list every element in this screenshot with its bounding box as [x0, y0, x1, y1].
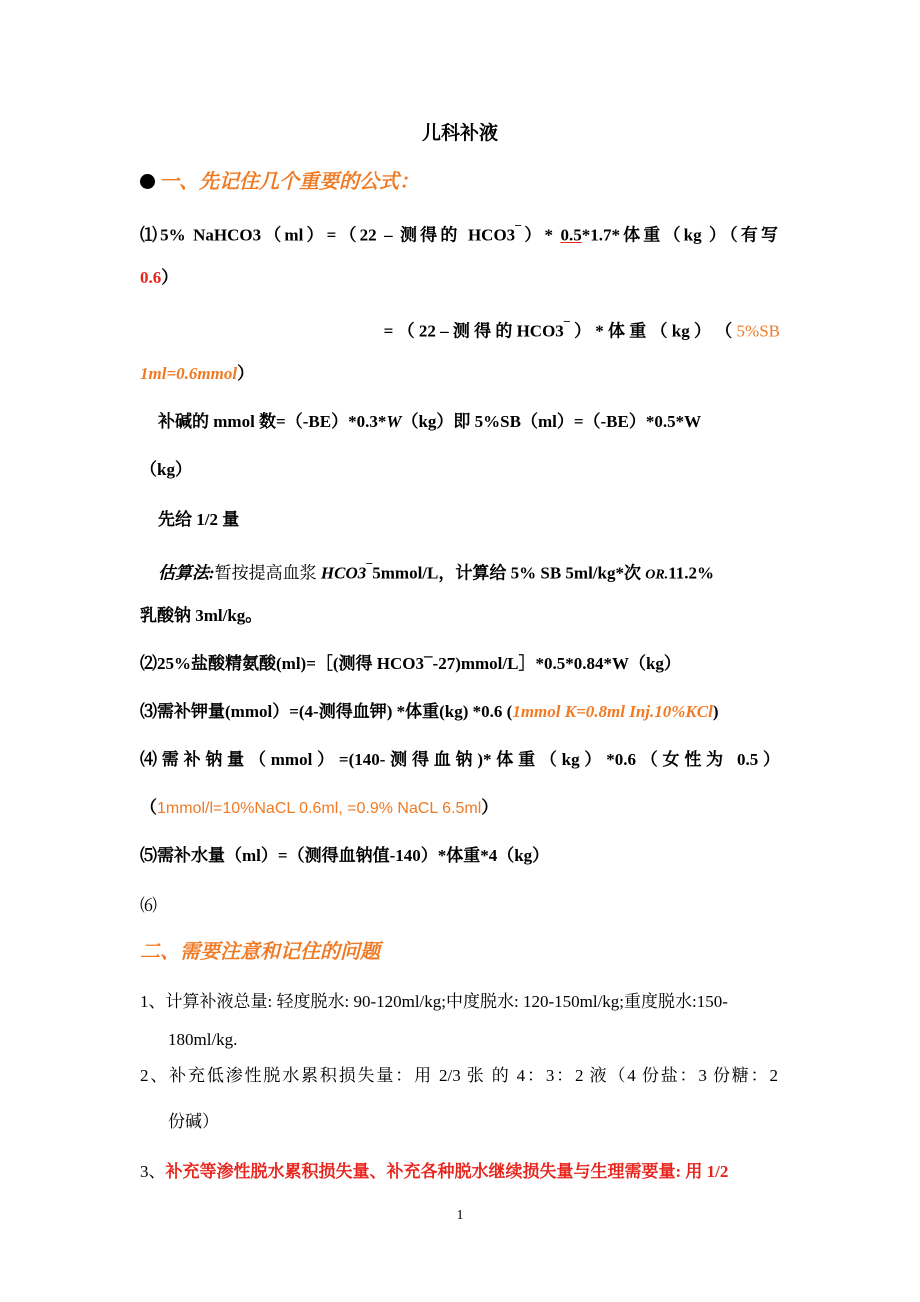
note-1-line-1: 1、计算补液总量: 轻度脱水: 90-120ml/kg;中度脱水: 120-150ml/kg;重度脱水:150-	[140, 992, 728, 1011]
formula-1e-hco3: HCO3	[320, 563, 367, 583]
formula-3-part-a: ⑶需补钾量(mmol）=(4-测得血钾) *体重(kg) *0.6 (	[140, 702, 513, 721]
formula-4-close-paren: ）	[481, 798, 499, 817]
formula-4-line-2	[140, 796, 498, 821]
note-3-red-text: 补充等渗性脱水累积损失量、补充各种脱水继续损失量与生理需要量:	[165, 1162, 686, 1181]
formula-1d: 先给 1/2 量	[158, 510, 240, 529]
formula-1-line-1	[140, 218, 778, 248]
formula-3-paren: )	[712, 702, 719, 721]
formula-1e-part-d: 5mmol/L，计算给 5% SB 5ml/kg*次	[372, 563, 646, 583]
formula-1-paren: ）	[161, 268, 179, 287]
formula-1b-orange: 5%SB	[736, 321, 780, 341]
formula-1e-label: 估算法:	[158, 563, 215, 583]
formula-1b-part-b: ） * 体 重 （ kg ） （	[569, 321, 737, 341]
formula-2: ⑵25%盐酸精氨酸(ml)=［(测得 HCO3¯-27)mmol/L］*0.5*0.84*W（kg）	[140, 654, 681, 673]
formula-4-open-paren: （	[140, 798, 157, 817]
formula-1e-or: OR.	[645, 567, 669, 583]
formula-1-line-2	[140, 266, 178, 290]
formula-4-orange: 1mmol/l=10%NaCL 0.6ml, =0.9% NaCL 6.5ml	[157, 800, 482, 817]
formula-1c-w: W	[386, 412, 402, 431]
formula-1e-part-f: 11.2%	[668, 563, 714, 583]
formula-1b-part-a: = （ 22 – 测 得 的 HCO3	[383, 321, 564, 341]
formula-1-red-value: 0.6	[140, 268, 162, 287]
bullet-dot-icon	[140, 174, 155, 189]
formula-1-part-a: ⑴5% NaHCO3（ml）=（22 – 测得的 HCO3	[140, 225, 516, 245]
note-2-line-2: 份碱）	[168, 1112, 219, 1131]
formula-1c-part-b: （kg）即 5%SB（ml）=（-BE）*0.5*W	[401, 412, 702, 431]
note-3-line-1	[140, 1160, 728, 1184]
formula-1b-sup: ¯	[563, 319, 570, 333]
formula-1e-line-1	[158, 556, 780, 588]
formula-1c-line-1	[158, 410, 780, 434]
note-1-line-2: 180ml/kg.	[168, 1030, 238, 1049]
formula-1c-part-a: 补碱的 mmol 数=（-BE）*0.3*	[158, 412, 387, 431]
formula-1-part-b: ）*	[521, 225, 561, 245]
formula-3	[140, 700, 719, 724]
document-title: 儿科补液	[421, 123, 498, 144]
formula-1b-paren: ）	[237, 364, 255, 383]
formula-1-sup: ¯	[515, 223, 522, 237]
section-heading-1	[140, 170, 419, 195]
note-2-line-1: 2、补充低渗性脱水累积损失量：用 2/3 张 的 4：3：2 液（4 份盐：3 份糖：2	[140, 1066, 778, 1085]
note-3-number: 3、	[140, 1162, 166, 1181]
formula-1b-orange-italic: 1ml=0.6mmol	[140, 364, 238, 383]
section-heading-1-text: 一、先记住几个重要的公式：	[159, 171, 419, 193]
formula-3-orange: 1mmol K=0.8ml Inj.10%KCl	[512, 702, 713, 721]
formula-1b-line-1	[305, 314, 780, 344]
formula-1e-part-b: 暂按提高血浆	[214, 563, 321, 583]
section-heading-2: 二、需要注意和记住的问题	[140, 941, 380, 963]
formula-4-line-1: ⑷需补钠量（mmol）=(140-测得血钠)*体重（kg）*0.6（女性为 0.5）	[140, 750, 780, 769]
formula-1c-line-2: （kg）	[140, 460, 192, 479]
formula-1-part-c: *1.7*体重（kg ）（有写	[581, 225, 778, 245]
formula-1-underlined: 0.5	[560, 225, 582, 245]
formula-1b-line-2	[140, 362, 254, 386]
page-number: 1	[456, 1208, 464, 1223]
formula-1e-line-2: 乳酸钠 3ml/kg。	[140, 606, 263, 625]
formula-6: ⑹	[140, 896, 157, 915]
formula-1e-sup: ¯	[366, 561, 373, 575]
note-3-red-tail: 用 1/2	[685, 1162, 729, 1181]
formula-5: ⑸需补水量（ml）=（测得血钠值-140）*体重*4（kg）	[140, 846, 550, 865]
